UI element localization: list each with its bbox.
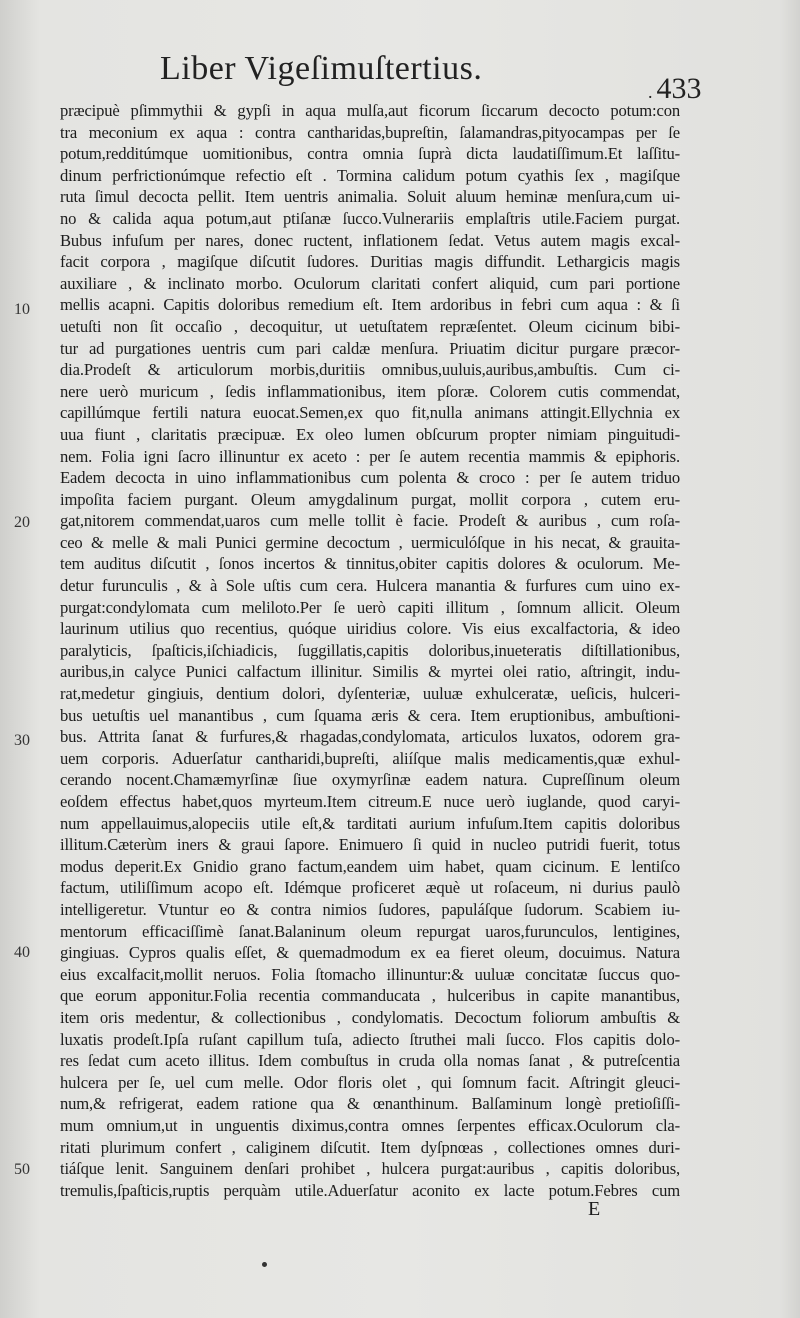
text-line: paralyticis, ſpaſticis,iſchiadicis, ſuggillatis,capitis doloribus,inueteratis diſtillationibus, [60,640,680,660]
text-line: tur ad purgationes uentris cum pari caldæ menſura. Priuatim dicitur purgare præcor- [60,338,680,358]
text-line: cerando nocent.Chamæmyrſinæ ſiue oxymyrſinæ eadem natura. Cupreſſinum oleum [60,770,680,790]
text-line: luxatis prodeſt.Ipſa ruſant capillum tuſa, adiecto ſtruthei mali ſucco. Flos capitis dolo- [60,1029,680,1049]
text-line: dinum perfrictionúmque refectio eſt . Tormina calidum potum cyathis ſex , magiſque [60,165,680,185]
text-line: intelligeretur. Vtuntur eo & contra nimios ſudores, papuláſque ſudorum. Scabiem iu- [60,899,680,919]
text-line: ceo & melle & mali Punici germine decoctum , uermiculóſque in his necat, & grauita- [60,532,680,552]
text-line: nere uerò muricum , ſedis inflammationibus, item pſoræ. Colorem cutis commendat, [60,381,680,401]
text-line: num,& refrigerat, eadem ratione qua & œnanthinum. Balſaminum longè pretioſiſſi- [60,1094,680,1114]
text-line: uetuſti non ſit occaſio , decoquitur, ut uetuſtatem repræſentet. Oleum cicinum bibi- [60,316,680,336]
text-line: capillúmque fertili natura euocat.Semen,ex quo fit,nulla animans attingit.Ellychnia ex [60,403,680,423]
text-line: hulcera per ſe, uel cum melle. Odor floris olet , qui ſomnum facit. Aſtringit gleuci- [60,1072,680,1092]
text-line: gingiuas. Cypros qualis eſſet, & quemadmodum ex ea fieret oleum, docuimus. Natura [60,943,680,963]
text-line: tra meconium ex aqua : contra cantharidas,bupreſtin, ſalamandras,pityocampas per ſe [60,122,680,142]
text-line: num appellauimus,alopeciis utile eſt,& tarditati aurium infuſum.Item capitis doloribus [60,813,680,833]
text-line: illitum.Cæterùm iners & graui ſapore. Enimuero ſi quid in nucleo putridi fuerit, totus [60,835,680,855]
text-line: mellis acapni. Capitis doloribus remedium eſt. Item ardoribus in febri cum aqua : & ſi [60,295,680,315]
text-line: præcipuè pſimmythii & gypſi in aqua mulſa,aut ficorum ſiccarum decocto potum:con [60,101,680,120]
text-line: auribus,in calyce Punici calfactum illinitur. Similis & myrtei olei ratio, aſtringit, indu- [60,662,680,682]
text-line: gat,nitorem commendat,uaros cum melle tollit è facie. Prodeſt & auribus , cum roſa- [60,511,680,531]
line-number: 30 [14,732,30,749]
text-line: nem. Folia igni ſacro illinuntur ex aceto : per ſe autem recentia mammis & epiphoris. [60,446,680,466]
text-line: potum,redditúmque uomitionibus, contra omnia ſuprà dicta laudatiſſimum.Et laſſitu- [60,144,680,164]
text-line: bus uetuſtis uel manantibus , cum ſquama æris & cera. Item eruptionibus, ambuſtioni- [60,705,680,725]
text-line: dia.Prodeſt & articulorum morbis,duritiis omnibus,uuluis,auribus,ambuſtis. Cum ci- [60,360,680,380]
text-line: eoſdem effectus habet,quos myrteum.Item citreum.E nuce uerò iuglande, quod caryi- [60,792,680,811]
line-number: 20 [14,514,30,531]
text-line: rat,medetur gingiuis, dentium dolori, dyſenteriæ, uuluæ exhulceratæ, ueſicis, hulceri- [60,684,680,704]
line-number: 40 [14,944,30,961]
text-line: que eorum apponitur.Folia recentia commanducata , hulceribus in capite manantibus, [60,986,680,1006]
text-line: facit corpora , magiſque diſcutit ſudores. Duritias magis diffundit. Lethargicis magis [60,252,680,272]
text-line: uem corporis. Aduerſatur cantharidi,bupreſti, aliíſque malis medicamentis,quæ exhul- [60,748,680,768]
ink-speck [262,1262,267,1267]
text-line: Eadem decocta in uino inflammationibus cum polenta & croco : per ſe autem triduo [60,468,680,488]
page-number: 433 [656,72,702,105]
text-line: bus. Attrita ſanat & furfures,& rhagadas,condylomata, articulos luxatos, odorem gra- [60,727,680,747]
text-line: res ſedat cum aceto illitus. Idem combuſtus in cruda olla nomas ſanat , & putreſcentia [60,1051,680,1071]
line-number: 10 [14,301,30,318]
text-line: laurinum utilius quo recentius, quóque uiridius colore. Vis eius excalfactoria, & ideo [60,619,680,639]
text-line: tiáſque lenit. Sanguinem denſari prohibet , hulcera purgat:auribus , capitis doloribus, [60,1159,680,1179]
text-line: ritati plurimum confert , caliginem diſcutit. Item dyſpnœas , collectiones omnes duri- [60,1137,680,1157]
text-line: item oris medentur, & collectionibus , condylomatis. Decoctum foliorum ambuſtis & [60,1007,680,1027]
text-line: mum omnium,ut in unguentis diximus,contra omnes ſerpentes efficax.Oculorum cla- [60,1115,680,1135]
text-line: mentorum efficaciſſimè ſanat.Balaninum oleum repurgat uaros,furunculos, lentigines, [60,921,680,941]
text-line: Bubus infuſum per nares, donec ructent, inflationem ſedat. Vetus autem magis excal- [60,230,680,250]
text-line: factum, utiliſſimum acopo eſt. Idémque proficeret æquè ut roſaceum, ni durius paulò [60,878,680,898]
text-line: no & calida aqua potum,aut ptiſanæ ſucco.Vulnerariis emplaſtris utile.Faciem purgat. [60,208,680,228]
text-line: auxiliare , & inclinato morbo. Oculorum claritati confert aliquid, cum pari portione [60,273,680,293]
text-line: uua fiunt , claritatis præcipuæ. Ex oleo lumen obſcurum propter nimiam pinguitudi- [60,424,680,444]
text-line: impoſita faciem purgant. Oleum amygdalinum purgat, mollit corpora , cutem eru- [60,489,680,509]
text-line: modus deperit.Ex Gnidio grano factum,eandem uim habet, quam cicinum. E lentiſco [60,856,680,876]
signature-mark: E [588,1198,601,1220]
text-line: ruta ſimul decocta pellit. Item uentris animalia. Soluit aluum heminæ menſura,cum ui- [60,187,680,207]
line-number: 50 [14,1161,30,1178]
text-line: tem auditus diſcutit , ſonos incertos & tinnitus,obiter capitis dolores & oculorum. Me- [60,554,680,574]
text-line: tremulis,ſpaſticis,ruptis perquàm utile.Aduerſatur aconito ex lacte potum.Febres cum [60,1180,680,1200]
running-head: Liber Vigeſimuſtertius. [160,50,483,87]
folio-mark: . [648,82,653,102]
text-line: eius excalfacit,mollit neruos. Folia ſtomacho illinuntur:& uuluæ concitatæ ſuccus quo- [60,964,680,984]
text-line: detur furunculis , & à Sole uſtis cum cera. Hulcera manantia & furfures cum uino ex- [60,576,680,596]
body-text [60,100,680,1201]
text-line: purgat:condylomata cum meliloto.Per ſe uerò capiti illitum , ſomnum allicit. Oleum [60,597,680,617]
